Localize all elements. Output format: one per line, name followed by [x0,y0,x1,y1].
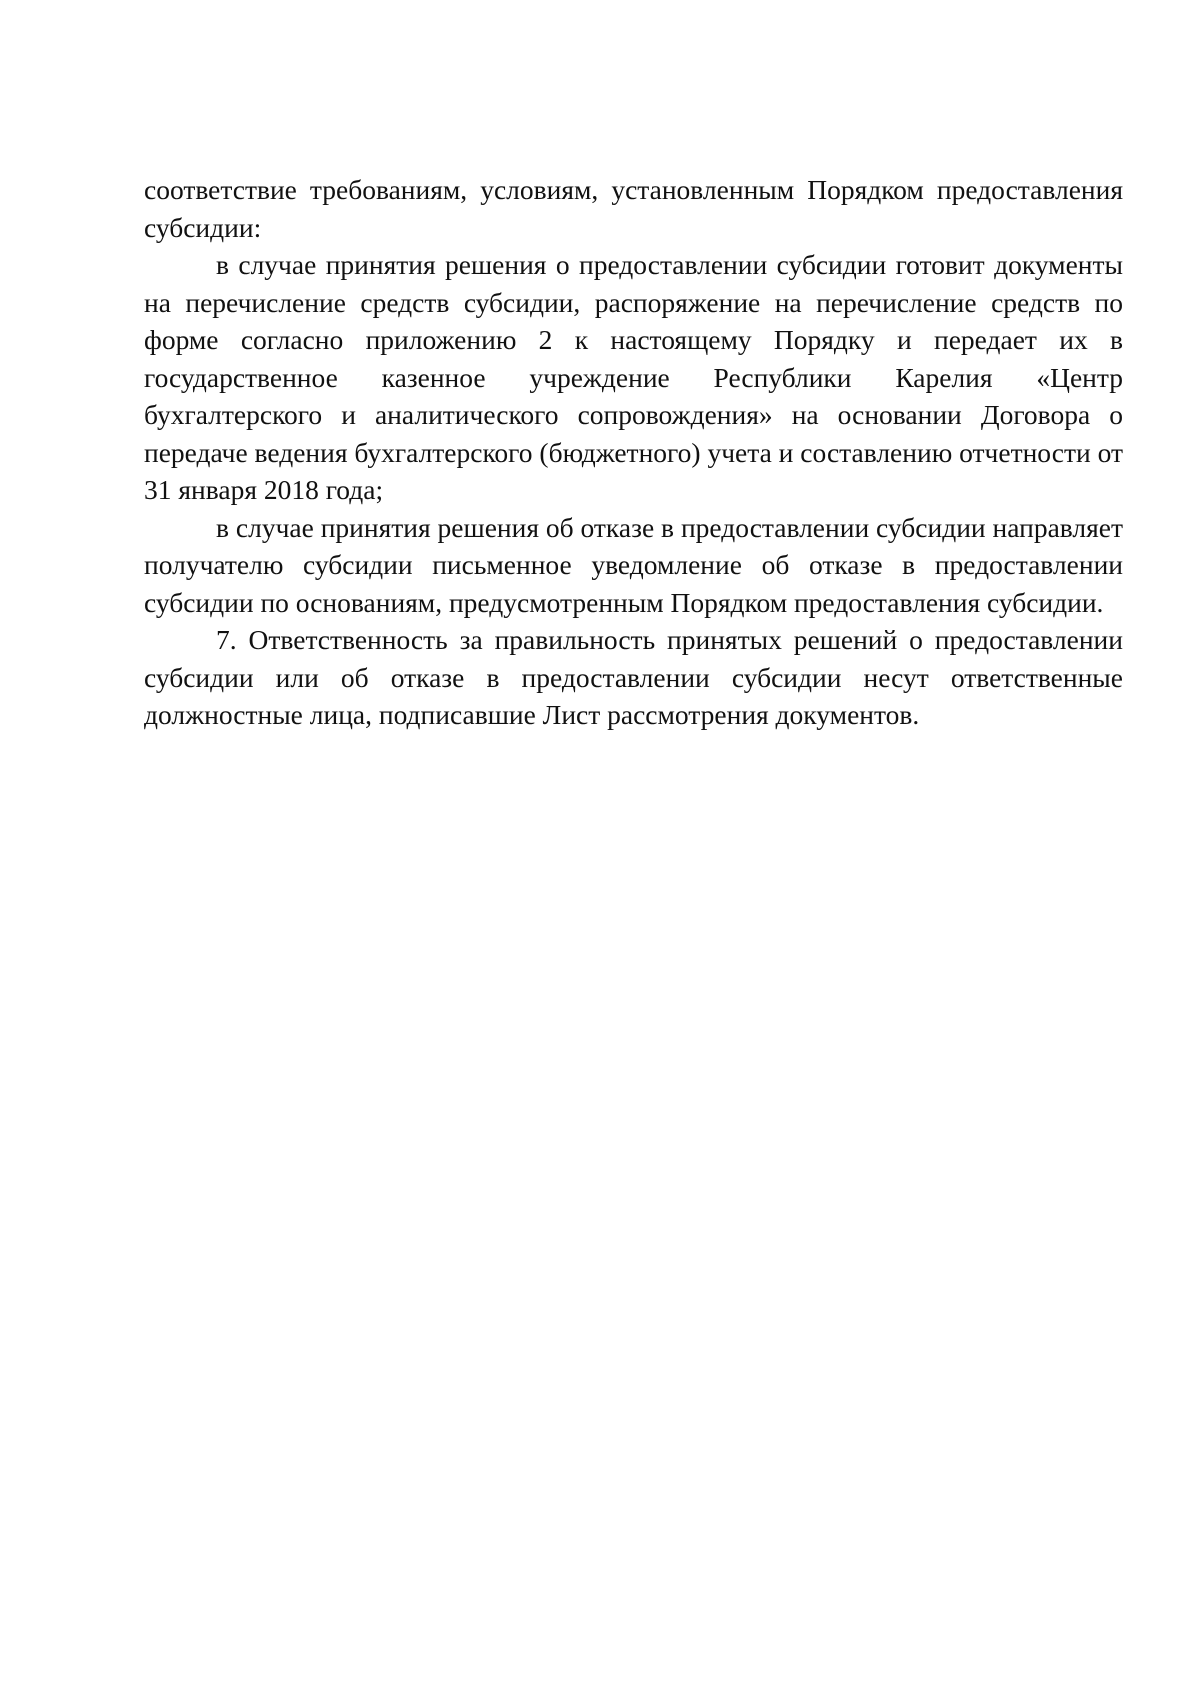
document-body [144,171,1123,734]
paragraph-decision-grant: в случае принятия решения о предоставлении субсидии готовит документы на перечисление средств субсидии, распоряжение на перечисление средств по форме согласно приложению 2 к настоящему Порядку и передает их в государственное казенное учреждение Республики Карелия «Центр бухгалтерского и аналитического сопровождения» на основании Договора о передаче ведения бухгалтерского (бюджетного) учета и составлению отчетности от 31 января 2018 года; [144,249,1123,505]
paragraph-responsibility: 7. Ответственность за правильность принятых решений о предоставлении субсидии или об отказе в предоставлении субсидии несут ответственные должностные лица, подписавшие Лист рассмотрения документов. [144,624,1123,730]
paragraph-decision-refusal: в случае принятия решения об отказе в предоставлении субсидии направляет получателю субсидии письменное уведомление об отказе в предоставлении субсидии по основаниям, предусмотренным Порядком предоставления субсидии. [144,511,1123,618]
paragraph-continuation: соответствие требованиям, условиям, установленным Порядком предоставления субсидии: [144,174,1123,243]
